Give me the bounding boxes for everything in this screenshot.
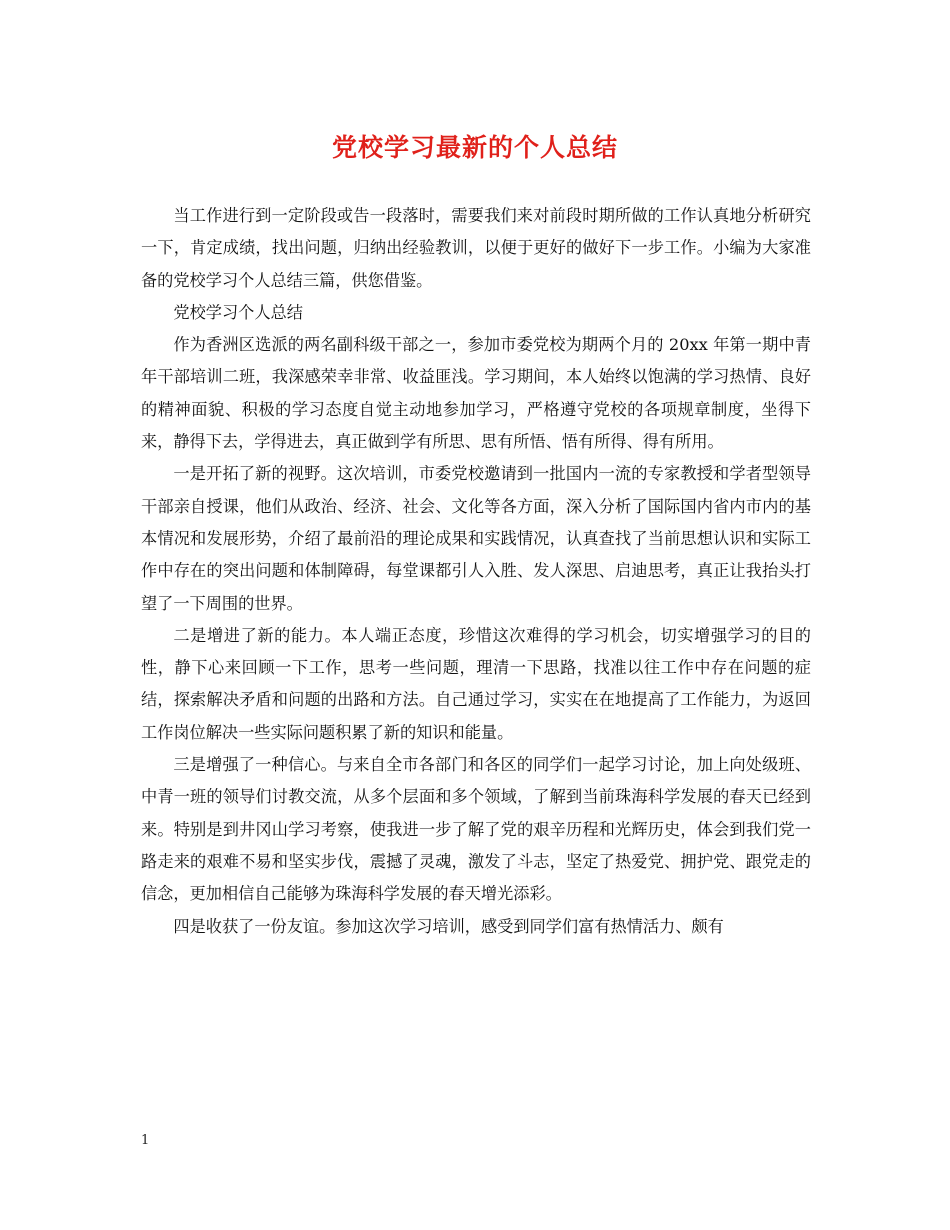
intro-paragraph: 当工作进行到一定阶段或告一段落时，需要我们来对前段时期所做的工作认真地分析研究一下，肯定成绩，找出问题，归纳出经验教训，以便于更好的做好下一步工作。小编为大家准备的党校学习个人总结三篇，供您借鉴。	[141, 206, 811, 290]
page-number: 1	[141, 1133, 150, 1148]
section-heading: 党校学习个人总结	[173, 302, 303, 322]
body-paragraph: 作为香洲区选派的两名副科级干部之一，参加市委党校为期两个月的 20xx 年第一期中青年干部培训二班，我深感荣幸非常、收益匪浅。学习期间，本人始终以饱满的学习热情、良好的精神面貌、积极的学习态度自觉主动地参加学习，严格遵守党校的各项规章制度，坐得下来，静得下去，学得进去，真正做到学有所思、思有所悟、悟有所得、得有所用。	[141, 335, 811, 452]
document-title: 党校学习最新的个人总结	[331, 133, 618, 162]
body-paragraph: 一是开拓了新的视野。这次培训，市委党校邀请到一批国内一流的专家教授和学者型领导干部亲自授课，他们从政治、经济、社会、文化等各方面，深入分析了国际国内省内市内的基本情况和发展形势，介绍了最前沿的理论成果和实践情况，认真查找了当前思想认识和实际工作中存在的突出问题和体制障碍，每堂课都引人入胜、发人深思、启迪思考，真正让我抬头打望了一下周围的世界。	[141, 464, 811, 613]
body-paragraph: 三是增强了一种信心。与来自全市各部门和各区的同学们一起学习讨论，加上向处级班、中青一班的领导们讨教交流，从多个层面和多个领域，了解到当前珠海科学发展的春天已经到来。特别是到井冈山学习考察，使我进一步了解了党的艰辛历程和光辉历史，体会到我们党一路走来的艰难不易和坚实步伐，震撼了灵魂，激发了斗志，坚定了热爱党、拥护党、跟党走的信念，更加相信自己能够为珠海科学发展的春天增光添彩。	[141, 755, 811, 904]
document-body	[141, 200, 811, 943]
body-paragraph: 四是收获了一份友谊。参加这次学习培训，感受到同学们富有热情活力、颇有	[173, 916, 724, 936]
body-paragraph: 二是增进了新的能力。本人端正态度，珍惜这次难得的学习机会，切实增强学习的目的性，静下心来回顾一下工作，思考一些问题，理清一下思路，找准以往工作中存在问题的症结，探索解决矛盾和问题的出路和方法。自己通过学习，实实在在地提高了工作能力，为返回工作岗位解决一些实际问题积累了新的知识和能量。	[141, 625, 811, 742]
